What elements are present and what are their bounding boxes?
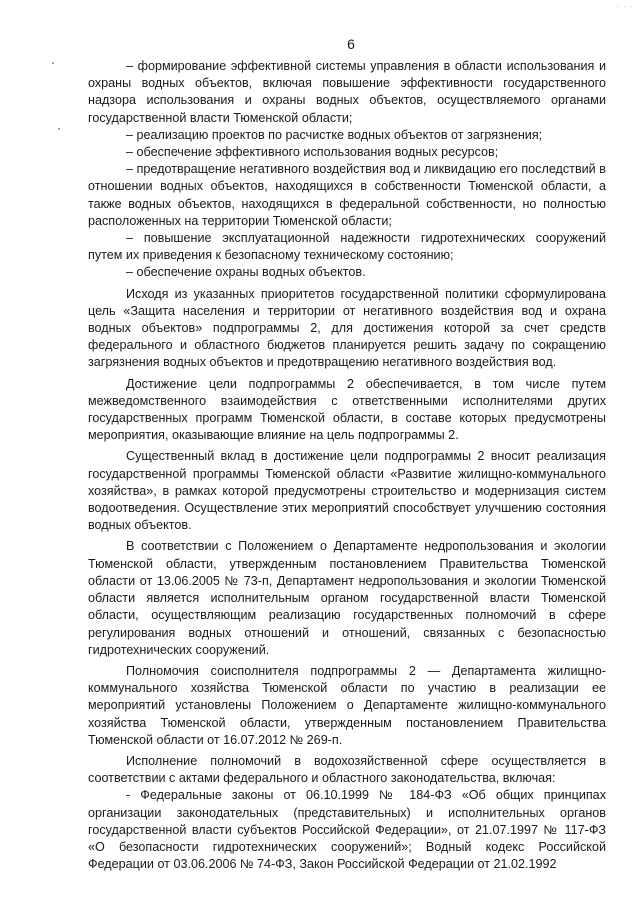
paragraph-4: – предотвращение негативного воздействия вод и ликвидацию его последствий в отношении водных объектов, находящихся в собственности Тюменской области, а также водных объектов, находящихся в федеральной собственности, но полностью расположенных на территории Тюменской области; — [88, 162, 606, 228]
paragraph-7: Исходя из указанных приоритетов государственной политики сформулирована цель «Защита населения и территории от негативного воздействия вод и охрана водных объектов» подпрограммы 2, для достижения которой за счет средств федерального и областного бюджетов планируется решить задачу по сокращению загрязнения водных объектов и предотвращению негативного воздействия вод. — [88, 286, 606, 370]
paragraph-2: – реализацию проектов по расчистке водных объектов от загрязнения; — [126, 127, 543, 142]
paragraph-10: В соответствии с Положением о Департаменте недропользования и экологии Тюменской области, утвержденным постановлением Правительства Тюменской области от 13.06.2005 № 73-п, Департамент недропользования и экологии Тюменской области является исполнительным органом государственной власти Тюменской области, осуществляющим реализацию государственных полномочий в сфере регулирования водных отношений и отношений, связанных с безопасностью гидротехнических сооружений. — [88, 539, 606, 657]
paragraph-11: Полномочия соисполнителя подпрограммы 2 — Департамента жилищно-коммунального хозяйства Тюменской области по участию в реализации ее мероприятий установлены Положением о Департаменте жилищно-коммунального хозяйства Тюменской области, утвержденным постановлением Правительства Тюменской области от 16.07.2012 № 269-п. — [88, 663, 606, 747]
paragraph-6: – обеспечение охраны водных объектов. — [126, 265, 366, 280]
page-number: 6 — [347, 36, 355, 52]
paragraph-12: Исполнение полномочий в водохозяйственной сфере осуществляется в соответствии с актами федерального и областного законодательства, включая: — [88, 753, 606, 786]
paragraph-9: Существенный вклад в достижение цели подпрограммы 2 вносит реализация государственной программы Тюменской области «Развитие жилищно-коммунального хозяйства», в рамках которой предусмотрены строительство и модернизация систем водоотведения. Осуществление этих мероприятий способствует улучшению состояния водных объектов. — [88, 449, 606, 533]
paragraph-5: – повышение эксплуатационной надежности гидротехнических сооружений путем их приведения к безопасному техническому состоянию; — [88, 231, 606, 263]
paragraph-3: – обеспечение эффективного использования водных ресурсов; — [126, 145, 499, 160]
paragraph-13: - Федеральные законы от 06.10.1999 № 184-ФЗ «Об общих принципах организации законодательных (представительных) и исполнительных органов государственной власти субъектов Российской Федерации», от 21.07.1997 № 117-ФЗ «О безопасности гидротехнических сооружений»; Водный кодекс Российской Федерации от 03.06.2006 № 74-ФЗ, Закон Российской Федерации от 21.02.1992 — [88, 788, 606, 872]
scan-edge-mark: · · · — [616, 2, 634, 11]
paragraph-1: – формирование эффективной системы управления в области использования и охраны водных объектов, включая повышение эффективности государственного надзора использования и охраны водных объектов, осуществляемого органами государственной власти Тюменской области; — [88, 59, 606, 125]
scan-speck — [52, 62, 54, 64]
scan-speck — [58, 128, 60, 130]
paragraph-8: Достижение цели подпрограммы 2 обеспечивается, в том числе путем межведомственного взаимодействия с ответственными исполнителями других государственных программ Тюменской области, в составе которых предусмотрены мероприятия, оказывающие влияние на цель подпрограммы 2. — [88, 376, 606, 443]
